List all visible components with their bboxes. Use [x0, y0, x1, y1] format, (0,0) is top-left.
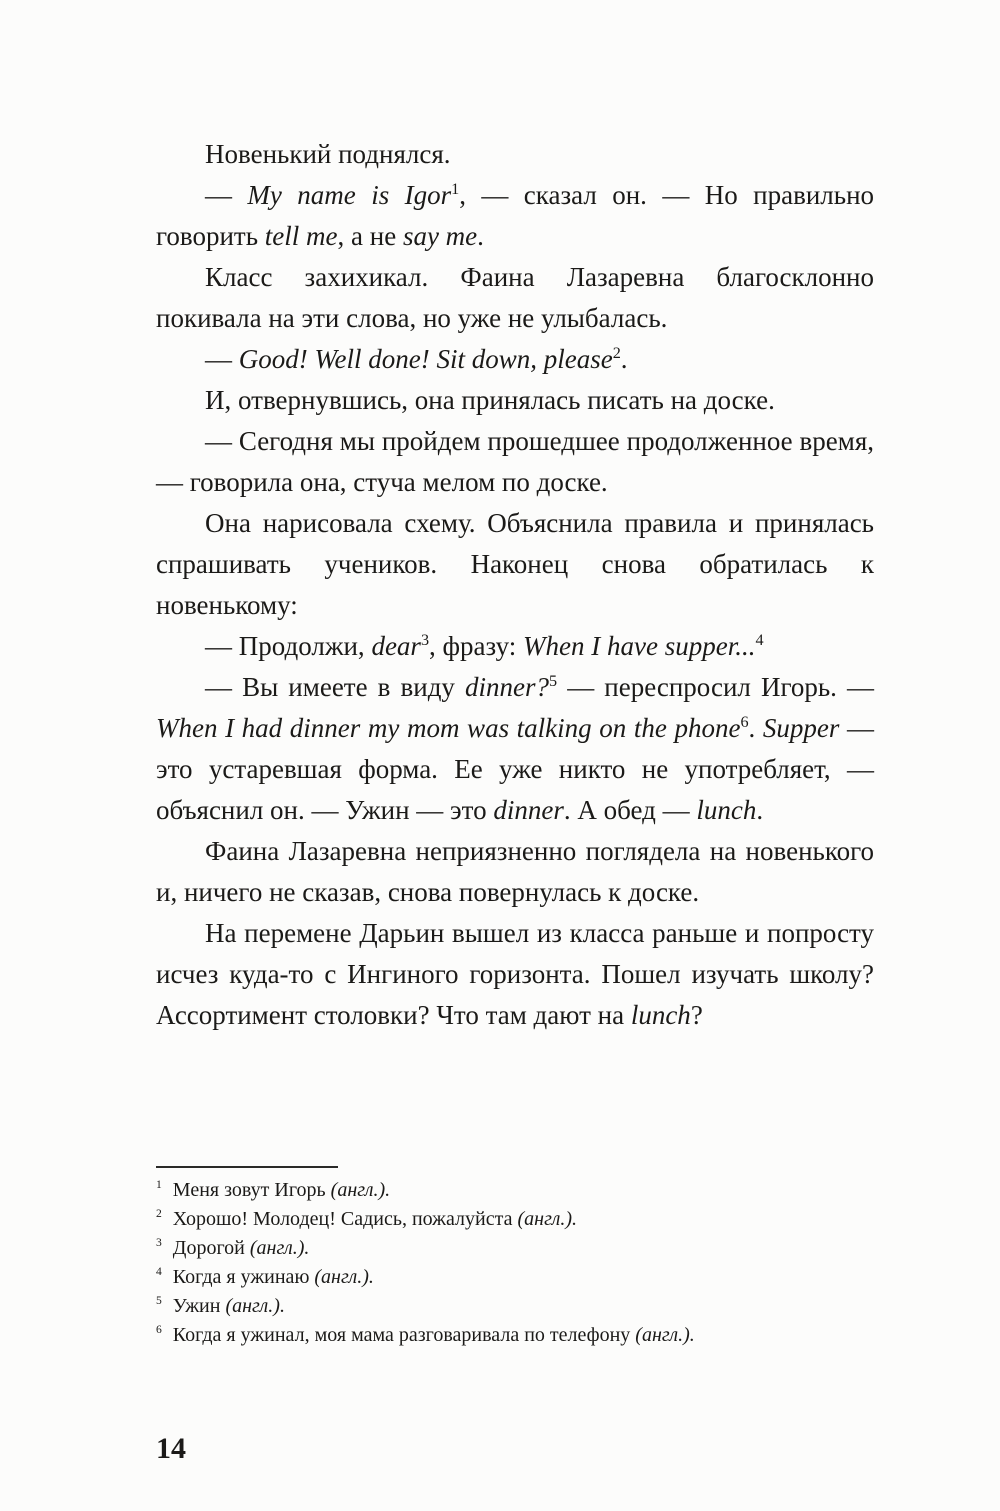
text-run: — Вы имеете в виду	[205, 672, 466, 702]
paragraph	[156, 257, 874, 339]
text-run: — переспросил Игорь. —	[557, 672, 874, 702]
footnote-marker: 6	[156, 1323, 162, 1337]
text-run: .	[748, 713, 763, 743]
footnote-ref: 4	[755, 631, 764, 649]
text-run: ?	[690, 1000, 703, 1030]
footnotes	[156, 1176, 888, 1350]
italic-phrase: lunch	[630, 1000, 691, 1030]
footnote-divider	[156, 1166, 338, 1168]
italic-phrase: When I have supper...	[523, 631, 756, 661]
text-run: , — сказал он. — Но правильно говорить	[156, 180, 875, 251]
italic-phrase: (англ.).	[330, 1179, 391, 1201]
italic-phrase: Supper	[762, 713, 840, 743]
footnote-marker: 4	[156, 1265, 162, 1279]
footnote-marker: 3	[156, 1236, 162, 1250]
text-run: — это устаревшая форма. Ее уже никто не употребляет, — объяснил он. — Ужин — это	[156, 713, 875, 825]
footnote	[156, 1234, 888, 1263]
paragraph	[156, 421, 874, 503]
text-run: . А обед —	[563, 795, 697, 825]
footnote-marker: 1	[156, 1178, 162, 1192]
footnote-ref: 2	[612, 344, 621, 362]
footnote	[156, 1176, 888, 1205]
text-run: — Продолжи,	[205, 631, 372, 661]
footnote-ref: 3	[420, 631, 430, 649]
paragraph	[156, 134, 874, 175]
italic-phrase: When I had dinner my mom was talking on the phone	[156, 713, 741, 743]
text-run: Дорогой	[172, 1237, 250, 1259]
paragraph	[156, 831, 874, 913]
text-run: И, отвернувшись, она принялась писать на доске.	[205, 385, 775, 415]
text-run: Класс захихикал. Фаина Лазаревна благосклонно покивала на эти слова, но уже не улыбалась.	[156, 262, 874, 333]
italic-phrase: dinner	[493, 795, 564, 825]
text-run: Когда я ужинаю	[172, 1266, 315, 1288]
paragraph	[156, 339, 874, 380]
text-run: Новенький поднялся.	[205, 139, 451, 169]
footnote-ref: 5	[549, 672, 558, 690]
text-run: Фаина Лазаревна неприязненно поглядела на новенького и, ничего не сказав, снова повернулась к доске.	[156, 836, 874, 907]
italic-phrase: tell me	[264, 221, 338, 251]
text-run: —	[205, 180, 248, 210]
footnote-marker: 5	[156, 1294, 162, 1308]
text-run: .	[477, 221, 484, 251]
text-run: Хорошо! Молодец! Садись, пожалуйста	[172, 1208, 518, 1230]
footnote-ref: 1	[451, 180, 460, 198]
italic-phrase: (англ.).	[517, 1208, 577, 1230]
text-run: , а не	[337, 221, 403, 251]
footnote-marker: 2	[156, 1207, 162, 1221]
italic-phrase: (англ.).	[249, 1237, 310, 1259]
paragraph	[156, 503, 874, 626]
footnote	[156, 1321, 888, 1350]
italic-phrase: say me	[402, 221, 478, 251]
text-run: Ужин	[172, 1295, 226, 1317]
footnote-ref: 6	[740, 713, 749, 731]
italic-phrase: (англ.).	[314, 1266, 374, 1288]
text-run: —	[205, 344, 239, 374]
italic-phrase: Good! Well done! Sit down, please	[238, 344, 613, 374]
footnote	[156, 1205, 888, 1234]
paragraph	[156, 380, 874, 421]
italic-phrase: (англ.).	[635, 1324, 695, 1346]
italic-phrase: My name is Igor	[247, 180, 452, 210]
text-run: — Сегодня мы пройдем прошедшее продолженное время, — говорила она, стуча мелом по доске.	[156, 426, 874, 497]
italic-phrase: dear	[371, 631, 421, 661]
paragraph	[156, 175, 874, 257]
text-run: .	[756, 795, 764, 825]
paragraph	[156, 626, 874, 667]
paragraph	[156, 667, 874, 831]
text-run: Когда я ужинал, моя мама разговаривала по телефону	[172, 1324, 636, 1346]
page-number: 14	[156, 1432, 186, 1465]
text-run: На перемене Дарьин вышел из класса раньше и попросту исчез куда-то с Ингиного горизонта. Пошел изучать школу? Ассортимент столовки? Что там дают на	[156, 918, 874, 1030]
italic-phrase: (англ.).	[225, 1295, 285, 1317]
italic-phrase: dinner?	[465, 672, 550, 702]
text-run: , фразу:	[429, 631, 524, 661]
text-run: .	[620, 344, 628, 374]
paragraph	[156, 913, 874, 1036]
footnote	[156, 1292, 888, 1321]
text-run: Она нарисовала схему. Объяснила правила и принялась спрашивать учеников. Наконец снова обратилась к новенькому:	[156, 508, 874, 620]
italic-phrase: lunch	[696, 795, 757, 825]
footnote	[156, 1263, 888, 1292]
page-text	[156, 134, 874, 1036]
text-run: Меня зовут Игорь	[172, 1179, 331, 1201]
